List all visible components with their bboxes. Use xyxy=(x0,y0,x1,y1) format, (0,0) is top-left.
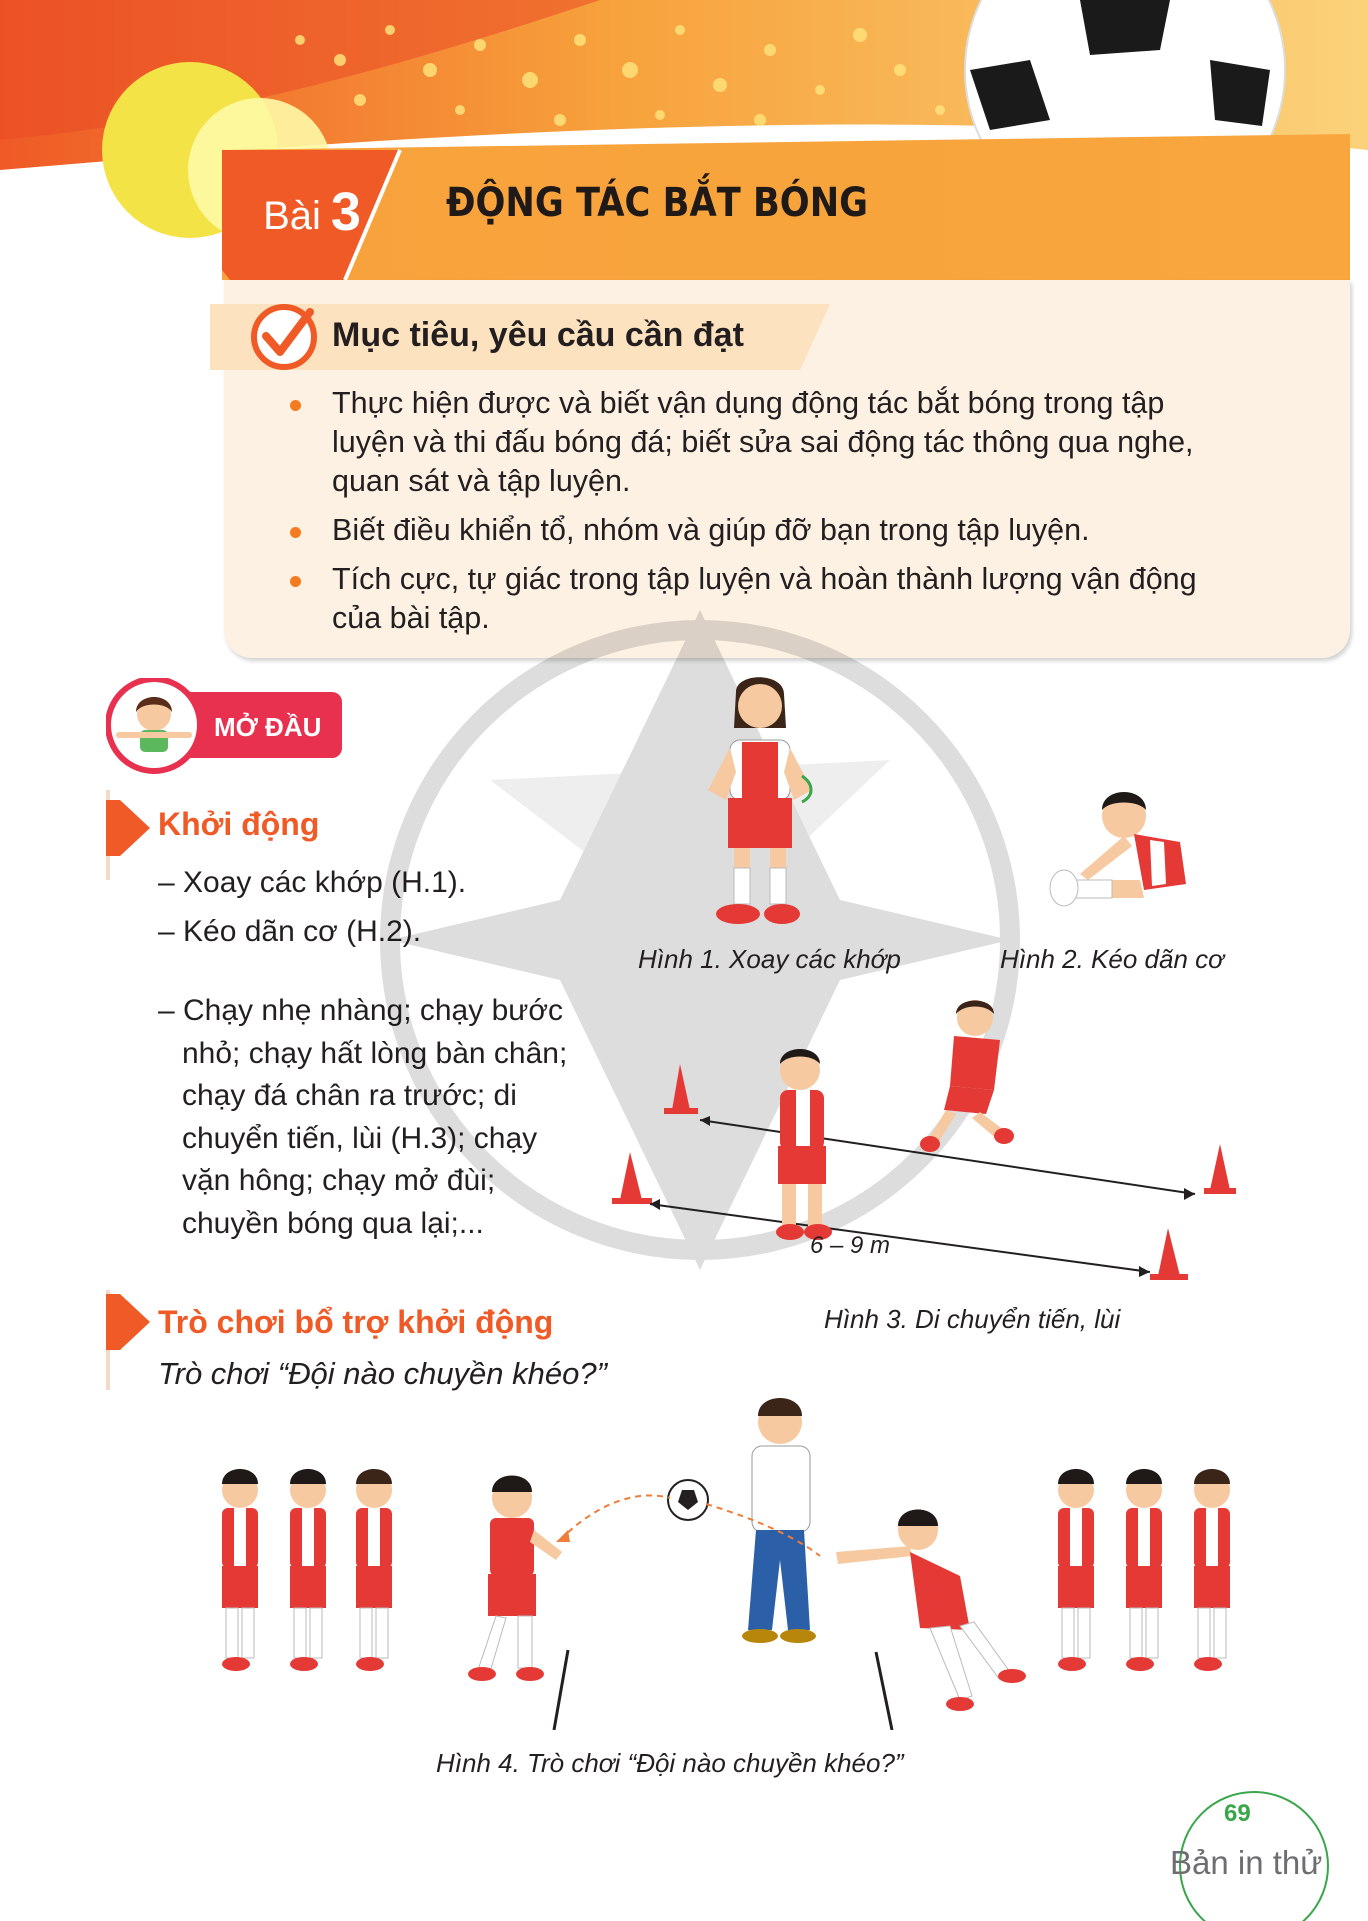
figure-4-caption: Hình 4. Trò chơi “Đội nào chuyền khéo?” xyxy=(436,1748,904,1778)
objective-item: Tích cực, tự giác trong tập luyện và hoàn thành lượng vận động của bài tập. xyxy=(290,560,1290,638)
lesson-number-tag xyxy=(222,150,402,274)
figure-1-caption: Hình 1. Xoay các khớp xyxy=(638,944,901,974)
warmup-heading: Khởi động xyxy=(158,806,320,842)
figure-3-caption: Hình 3. Di chuyển tiến, lùi xyxy=(824,1304,1121,1334)
lesson-title: ĐỘNG TÁC BẮT BÓNG xyxy=(446,180,869,226)
child-standing-icon xyxy=(356,1469,392,1671)
section-arrow-icon xyxy=(106,1294,150,1350)
soccer-ball-icon xyxy=(668,1480,708,1520)
game-heading: Trò chơi bổ trợ khởi động xyxy=(158,1304,554,1340)
objective-item: Thực hiện được và biết vận dụng động tác bắt bóng trong tập luyện và thi đấu bóng đá; biết sửa sai động tác thông qua nghe, quan sát và tập luyện. xyxy=(290,384,1290,501)
warmup-item: – Kéo dãn cơ (H.2). xyxy=(158,915,422,948)
cone-icon xyxy=(1150,1228,1188,1280)
header-banner xyxy=(0,0,1368,300)
objectives-heading: Mục tiêu, yêu cầu cần đạt xyxy=(332,316,744,354)
child-standing-icon xyxy=(290,1469,326,1671)
girl-rotating-joints-icon xyxy=(708,677,812,924)
cone-icon xyxy=(664,1064,698,1114)
bullet-icon xyxy=(290,527,301,538)
figure-4-illustration xyxy=(200,1380,1260,1730)
child-standing-icon xyxy=(1126,1469,1162,1671)
checkmark-icon xyxy=(254,307,314,367)
section-arrow-icon xyxy=(106,800,150,856)
page-number: 69 xyxy=(1224,1800,1251,1827)
intro-badge-label: MỞ ĐẦU xyxy=(214,712,322,742)
child-catching-icon xyxy=(468,1476,562,1682)
figure-1-illustration xyxy=(690,672,830,934)
cone-icon xyxy=(1204,1144,1236,1194)
figure-3-illustration xyxy=(610,990,1250,1290)
game-subtitle: Trò chơi “Đội nào chuyền khéo?” xyxy=(158,1356,607,1391)
lesson-number: 3 xyxy=(330,182,361,242)
objective-item: Biết điều khiển tổ, nhóm và giúp đỡ bạn trong tập luyện. xyxy=(290,511,1290,550)
figure-3-distance: 6 – 9 m xyxy=(810,1232,891,1259)
boy-stretching-icon xyxy=(1050,792,1186,906)
child-standing-icon xyxy=(222,1469,258,1671)
bullet-icon xyxy=(290,400,301,411)
print-note: Bản in thử xyxy=(1170,1844,1323,1881)
child-standing-icon xyxy=(1194,1469,1230,1671)
child-standing-icon xyxy=(1058,1469,1094,1671)
lesson-word: Bài xyxy=(263,193,321,238)
running-girl-icon xyxy=(920,1000,1014,1152)
bullet-icon xyxy=(290,576,301,587)
figure-2-caption: Hình 2. Kéo dãn cơ xyxy=(1000,944,1224,974)
warmup-item: – Xoay các khớp (H.1). xyxy=(158,866,467,899)
child-throwing-icon xyxy=(836,1510,1026,1712)
cone-icon xyxy=(612,1152,652,1204)
running-exercises-text: – Chạy nhẹ nhàng; chạy bước nhỏ; chạy hất lòng bàn chân; chạy đá chân ra trước; di chuyển tiến, lùi (H.3); chạy vặn hông; chạy mở đùi; chuyền bóng qua lại;... xyxy=(158,994,568,1240)
figure-2-illustration xyxy=(1040,780,1200,920)
running-boy-icon xyxy=(776,1049,832,1240)
